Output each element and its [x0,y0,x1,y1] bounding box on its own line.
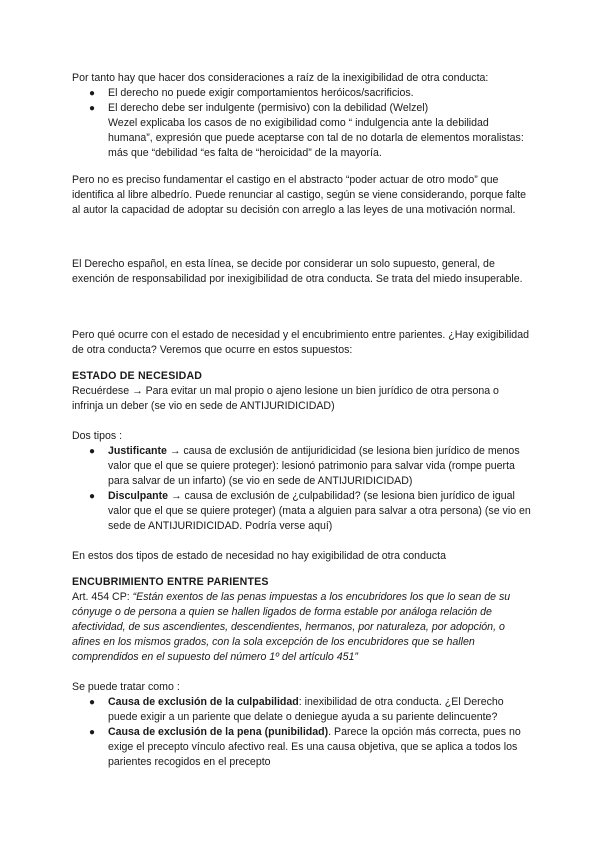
list-item: ● Causa de exclusión de la pena (punibilidad). Parece la opción más correcta, pues no exige el precepto vínculo afectivo real. Es una causa objetiva, que se aplica a todos los parientes recogidos en el precepto [89,726,521,768]
conclusion: En estos dos tipos de estado de necesidad no hay exigibilidad de otra conducta [72,550,446,562]
bullet-icon: ● [89,103,96,114]
bullet-icon: ● [89,491,96,502]
tratamiento-list [72,695,532,770]
article-text: Art. 454 CP: “Están exentos de las penas impuestas a los encubridores los que lo sean de su cónyuge o de persona a quien se hallen ligados de forma estable por análoga relación de afectividad, de sus ascendientes, descendientes, hermanos, por naturaleza, por adopción, o afines en los mismos grados, con la sola excepción de los encubridores que se hallen comprendidos en el supuesto del número 1º del artículo 451” [72,591,511,663]
bullet-icon: ● [89,727,96,738]
intro-section [72,71,532,161]
section-heading: ESTADO DE NECESIDAD [72,370,203,382]
intro-list [72,86,532,116]
article-quote: “Están exentos de las penas impuestas a los encubridores los que lo sean de su cónyuge o de persona a quien se hallen ligados de forma estable por análoga relación de afectividad, de sus ascendientes, descendientes, hermanos, por naturaleza, por adopción, o afines en los mismos grados, con la sola excepción de los encubridores que se hallen comprendidos en el supuesto del número 1º del artículo 451” [72,591,511,663]
recordatorio: Recuérdese → Para evitar un mal propio o ajeno lesione un bien jurídico de otra persona o infrinja un deber (se vio en sede de ANTIJURIDICIDAD) [72,385,499,412]
encubrimiento-section [72,575,532,770]
bullet-continuation: Wezel explicaba los casos de no exigibilidad como “ indulgencia ante la debilidad humana”, expresión que puede aceptarse con tal de no dotarla de elementos moralistas: más que “debilidad “es falta de “heroicidad” de la mayoría. [108,117,524,159]
paragraph-derecho-espanol: El Derecho español, en esta línea, se decide por considerar un solo supuesto, general, de exención de responsabilidad por inexigibilidad de otra conducta. Se trata del miedo insuperable. [72,258,523,285]
estado-necesidad-section [72,369,532,564]
list-item: ● Justificante → causa de exclusión de antijuridicidad (se lesiona bien jurídico de menos valor que el que se quiere proteger): lesionó patrimonio para salvar vida (rompe puerta para salvar de un infarto) (se vio en sede de ANTIJURIDICIDAD) [89,445,520,487]
paragraph-libre-albedrio: Pero no es preciso fundamentar el castigo en el abstracto “poder actuar de otro modo” que identifica al libre albedrío. Puede renunciar al castigo, según se viene considerando, porque falte al autor la capacidad de adoptar su decisión con arreglo a las leyes de una motivación normal. [72,174,527,216]
bullet-icon: ● [89,697,96,708]
dos-tipos-label: Dos tipos : [72,430,123,442]
term-punibilidad: Causa de exclusión de la pena (punibilidad) [108,726,329,738]
section-heading: ENCUBRIMIENTO ENTRE PARIENTES [72,576,269,588]
list-item: ● Disculpante → causa de exclusión de ¿culpabilidad? (se lesiona bien jurídico de igual valor que el que se quiere proteger) (mata a alguien para salvar a otra persona) (se vio en sede de ANTIJURIDICIDAD. Podría verse aquí) [89,490,531,532]
intro-lead: Por tanto hay que hacer dos consideraciones a raíz de la inexigibilidad de otra conducta: [72,72,489,84]
se-puede-label: Se puede tratar como : [72,681,180,693]
paragraph-pregunta: Pero qué ocurre con el estado de necesidad y el encubrimiento entre parientes. ¿Hay exigibilidad de otra conducta? Veremos que ocurre en estos supuestos: [72,329,529,356]
list-item: ● Causa de exclusión de la culpabilidad: inexibilidad de otra conducta. ¿El Derecho puede exigir a un pariente que delate o deniegue ayuda a su pariente delincuente? [89,696,504,723]
tipos-list [72,444,532,534]
term-culpabilidad: Causa de exclusión de la culpabilidad [108,696,299,708]
bullet-icon: ● [89,88,96,99]
list-item: ● El derecho debe ser indulgente (permisivo) con la debilidad (Welzel) [89,102,429,114]
term-disculpante: Disculpante [108,490,169,502]
list-item: ● El derecho no puede exigir comportamientos heróicos/sacrificios. [89,87,414,99]
term-justificante: Justificante [108,445,167,457]
bullet-icon: ● [89,446,96,457]
